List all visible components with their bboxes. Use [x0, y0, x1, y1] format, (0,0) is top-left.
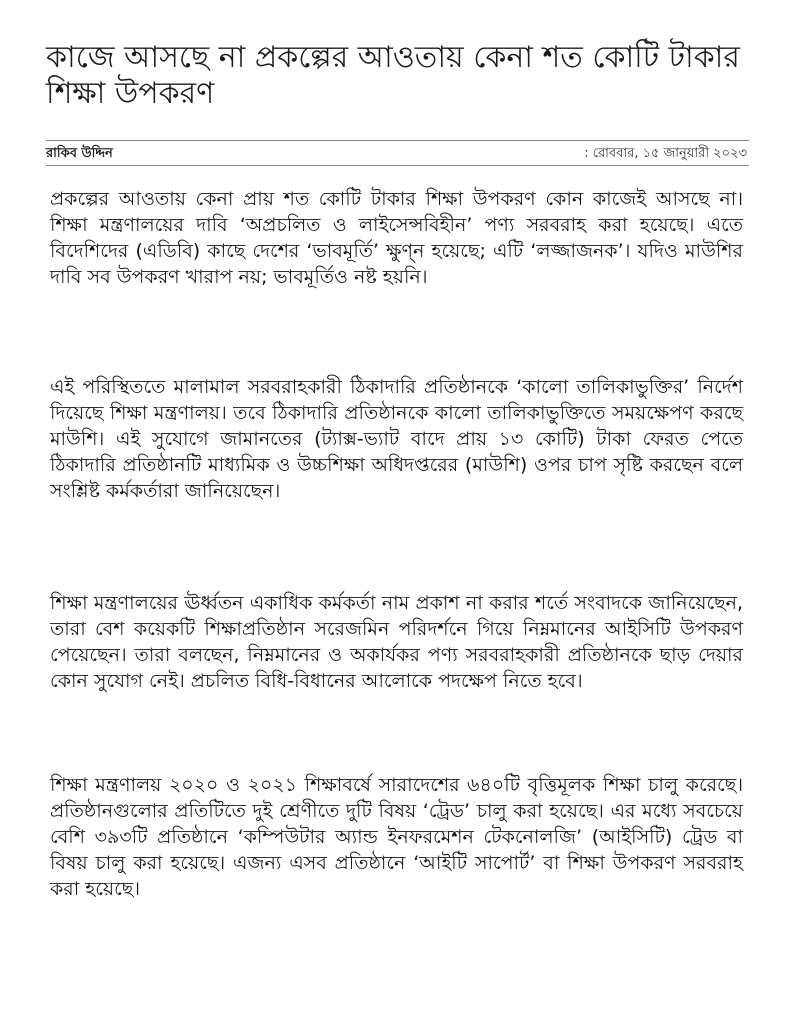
paragraph-1: প্রকল্পের আওতায় কেনা প্রায় শত কোটি টাকার শিক্ষা উপকরণ কোন কাজেই আসছে না। শিক্ষা মন্ত্রণালয়ের দাবি ‘অপ্রচলিত ও লাইসেন্সবিহীন’ পণ্য সরবরাহ করা হয়েছে। এতে বিদেশিদের (এডিবি) কাছে দেশের ‘ভাবমূর্তি’ ক্ষুণ্ন হয়েছে; এটি ‘লজ্জাজনক’। যদিও মাউশির দাবি সব উপকরণ খারাপ নয়; ভাবমূর্তিও নষ্ট হয়নি।	[50, 188, 743, 288]
byline-bar	[46, 140, 749, 166]
paragraph-2: এই পরিস্থিততে মালামাল সরবরাহকারী ঠিকাদারি প্রতিষ্ঠানকে ‘কালো তালিকাভুক্তির’ নির্দেশ দিয়েছে শিক্ষা মন্ত্রণালয়। তবে ঠিকাদারি প্রতিষ্ঠানকে কালো তালিকাভুক্তিতে সময়ক্ষেপণ করছে মাউশি। এই সুযোগে জামানতের (ট্যাক্স-ভ্যাট বাদে প্রায় ১৩ কোটি) টাকা ফেরত পেতে ঠিকাদারি প্রতিষ্ঠানটি মাধ্যমিক ও উচ্চশিক্ষা অধিদপ্তরের (মাউশি) ওপর চাপ সৃষ্টি করছেন বলে সংশ্লিষ্ট কর্মকর্তারা জানিয়েছেন।	[50, 376, 743, 502]
author-name[interactable]: রাকিব উদ্দিন	[46, 146, 113, 161]
headline: কাজে আসছে না প্রকল্পের আওতায় কেনা শত কোটি টাকার শিক্ষা উপকরণ	[46, 40, 740, 111]
paragraph-4: শিক্ষা মন্ত্রণালয় ২০২০ ও ২০২১ শিক্ষাবর্ষে সারাদেশের ৬৪০টি বৃত্তিমূলক শিক্ষা চালু করেছে। প্রতিষ্ঠানগুলোর প্রতিটিতে দুই শ্রেণীতে দুটি বিষয় ‘ট্রেড’ চালু করা হয়েছে। এর মধ্যে সবচেয়ে বেশি ৩৯৩টি প্রতিষ্ঠানে ‘কম্পিউটার অ্যান্ড ইনফরমেশন টেকনোলজি’ (আইসিটি) ট্রেড বা বিষয় চালু করা হয়েছে। এজন্য এসব প্রতিষ্ঠানে ‘আইটি সাপোর্ট’ বা শিক্ষা উপকরণ সরবরাহ করা হয়েছে।	[50, 774, 743, 900]
publish-date: : রোববার, ১৫ জানুয়ারী ২০২৩	[584, 146, 747, 161]
paragraph-3: শিক্ষা মন্ত্রণালয়ের ঊর্ধ্বতন একাধিক কর্মকর্তা নাম প্রকাশ না করার শর্তে সংবাদকে জানিয়েছেন, তারা বেশ কয়েকটি শিক্ষাপ্রতিষ্ঠান সরেজমিন পরিদর্শনে গিয়ে নিম্নমানের আইসিটি উপকরণ পেয়েছেন। তারা বলছেন, নিম্নমানের ও অকার্যকর পণ্য সরবরাহকারী প্রতিষ্ঠানকে ছাড় দেয়ার কোন সুযোগ নেই। প্রচলিত বিধি-বিধানের আলোকে পদক্ষেপ নিতে হবে।	[50, 592, 743, 692]
